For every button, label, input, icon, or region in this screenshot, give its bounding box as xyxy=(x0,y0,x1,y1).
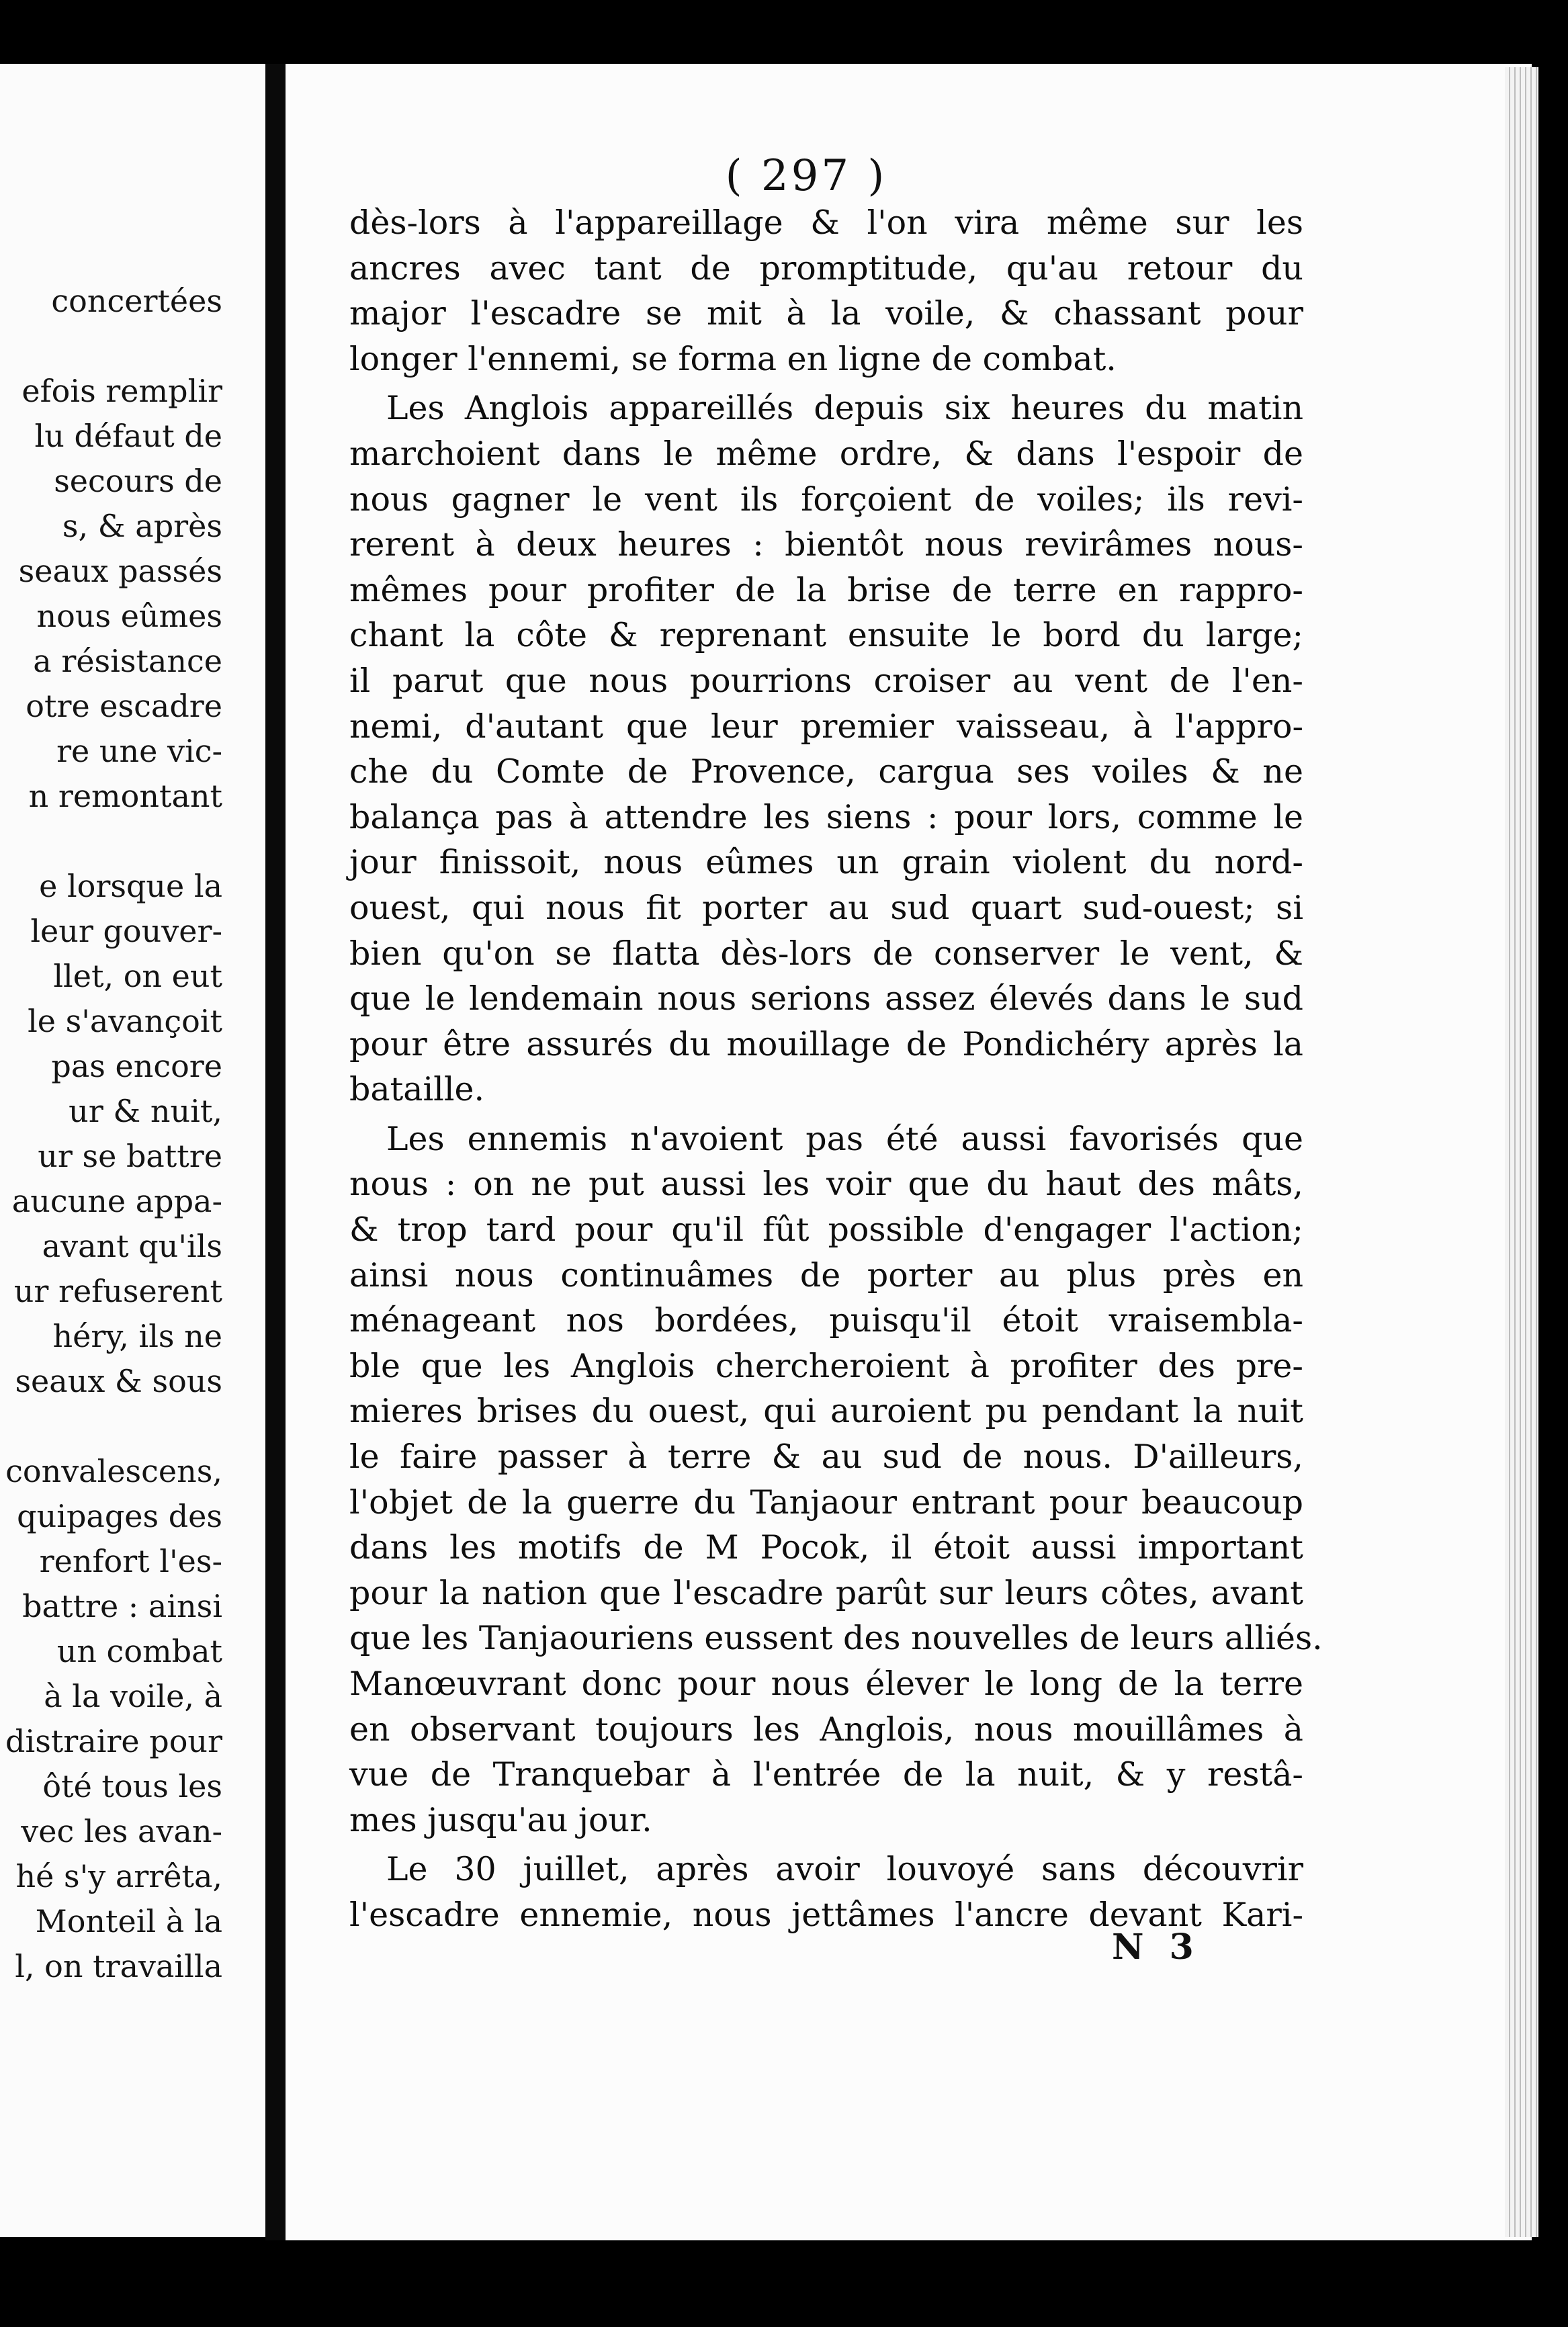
text-line: rerent à deux heures : bientôt nous revirâmes nous- xyxy=(349,525,1303,564)
text-line: jour finissoit, nous eûmes un grain violent du nord- xyxy=(349,843,1303,882)
text-line: longer l'ennemi, se forma en ligne de combat. xyxy=(349,339,1117,378)
text-line: l'escadre ennemie, nous jettâmes l'ancre devant Kari- xyxy=(349,1895,1303,1934)
text-line: pour la nation que l'escadre parût sur leurs côtes, avant xyxy=(349,1573,1303,1612)
text-line: nemi, d'autant que leur premier vaisseau, à l'appro- xyxy=(349,707,1303,746)
previous-page-text xyxy=(0,279,265,1989)
previous-page-line: aucune appa- xyxy=(11,1183,222,1219)
previous-page-line: leur gouver- xyxy=(30,913,222,949)
text-line: ancres avec tant de promptitude, qu'au retour du xyxy=(349,249,1303,288)
text-line: ble que les Anglois chercheroient à profiter des pre- xyxy=(349,1346,1303,1385)
text-line: bataille. xyxy=(349,1070,485,1109)
previous-page-line: efois remplir xyxy=(21,373,222,409)
text-line: que les Tanjaouriens eussent des nouvelles de leurs alliés. xyxy=(349,1619,1323,1658)
page-number: ( 297 ) xyxy=(725,151,887,201)
text-line: & trop tard pour qu'il fût possible d'engager l'action; xyxy=(349,1211,1303,1249)
text-line: Les Anglois appareillés depuis six heures du matin xyxy=(386,389,1303,428)
page-body-text xyxy=(349,200,1323,1938)
text-line: pour être assurés du mouillage de Pondichéry après la xyxy=(349,1024,1303,1063)
previous-page-line: re une vic- xyxy=(56,733,222,769)
text-line: ménageant nos bordées, puisqu'il étoit vraisembla- xyxy=(349,1301,1303,1340)
previous-page-line: hé s'y arrêta, xyxy=(15,1858,222,1894)
previous-page-line: à la voile, à xyxy=(44,1678,222,1714)
previous-page xyxy=(0,64,265,2237)
page-edges xyxy=(1505,67,1538,2237)
text-line: dès-lors à l'appareillage & l'on vira même sur les xyxy=(349,204,1303,242)
previous-page-line: distraire pour xyxy=(5,1723,222,1759)
previous-page-line xyxy=(0,324,265,369)
text-line: nous gagner le vent ils forçoient de voiles; ils revi- xyxy=(349,480,1303,519)
previous-page-line: seaux & sous xyxy=(15,1363,222,1399)
text-line: major l'escadre se mit à la voile, & chassant pour xyxy=(349,294,1303,333)
signature-mark: N 3 xyxy=(1112,1927,1201,1968)
text-line: Le 30 juillet, après avoir louvoyé sans découvrir xyxy=(386,1850,1303,1889)
text-line: Manœuvrant donc pour nous élever le long de la terre xyxy=(349,1665,1303,1703)
previous-page-line: pas encore xyxy=(51,1048,222,1084)
previous-page-line: concertées xyxy=(51,283,222,319)
previous-page-line: ur refuserent xyxy=(13,1273,222,1309)
text-line: que le lendemain nous serions assez élevés dans le sud xyxy=(349,979,1303,1018)
text-line: en observant toujours les Anglois, nous mouillâmes à xyxy=(349,1710,1303,1749)
previous-page-line: otre escadre xyxy=(26,688,222,724)
previous-page-line: avant qu'ils xyxy=(42,1228,222,1264)
text-line: bien qu'on se flatta dès-lors de conserver le vent, & xyxy=(349,934,1303,973)
text-line: ouest, qui nous fit porter au sud quart sud-ouest; si xyxy=(349,888,1303,927)
previous-page-line: battre : ainsi xyxy=(22,1588,222,1624)
text-line: balança pas à attendre les siens : pour lors, comme le xyxy=(349,797,1303,836)
previous-page-line: quipages des xyxy=(17,1498,222,1534)
text-line: marchoient dans le même ordre, & dans l'espoir de xyxy=(349,434,1303,473)
previous-page-line: n remontant xyxy=(28,778,222,814)
previous-page-line: secours de xyxy=(54,463,222,499)
previous-page-line: ur & nuit, xyxy=(69,1093,222,1129)
previous-page-line: lu défaut de xyxy=(34,418,222,454)
text-line: Les ennemis n'avoient pas été aussi favorisés que xyxy=(386,1119,1303,1158)
text-line: vue de Tranquebar à l'entrée de la nuit, & y restâ- xyxy=(349,1755,1303,1794)
book-gutter xyxy=(265,64,286,2240)
text-line: mes jusqu'au jour. xyxy=(349,1800,652,1839)
text-line: nous : on ne put aussi les voir que du haut des mâts, xyxy=(349,1165,1303,1204)
text-line: mêmes pour profiter de la brise de terre en rappro- xyxy=(349,570,1303,609)
previous-page-line: e lorsque la xyxy=(39,868,222,904)
previous-page-line: seaux passés xyxy=(18,553,222,589)
text-line: mieres brises du ouest, qui auroient pu pendant la nuit xyxy=(349,1392,1303,1431)
previous-page-line: vec les avan- xyxy=(21,1813,222,1849)
previous-page-line: ur se battre xyxy=(38,1138,222,1174)
previous-page-line: nous eûmes xyxy=(36,598,222,634)
previous-page-line: convalescens, xyxy=(5,1453,222,1489)
previous-page-line: a résistance xyxy=(33,643,222,679)
previous-page-line xyxy=(0,819,265,864)
text-line: le faire passer à terre & au sud de nous. D'ailleurs, xyxy=(349,1438,1303,1477)
text-line: dans les motifs de M Pocok, il étoit aussi important xyxy=(349,1528,1303,1567)
previous-page-line: s, & après xyxy=(62,508,222,544)
previous-page-line: llet, on eut xyxy=(53,958,222,994)
text-line: il parut que nous pourrions croiser au vent de l'en- xyxy=(349,661,1303,700)
previous-page-line: héry, ils ne xyxy=(52,1318,222,1354)
previous-page-line: un combat xyxy=(56,1633,222,1669)
text-line: l'objet de la guerre du Tanjaour entrant pour beaucoup xyxy=(349,1483,1303,1522)
text-line: che du Comte de Provence, cargua ses voiles & ne xyxy=(349,752,1303,791)
text-line: ainsi nous continuâmes de porter au plus près en xyxy=(349,1256,1303,1294)
text-line: chant la côte & reprenant ensuite le bord du large; xyxy=(349,616,1303,655)
previous-page-line: le s'avançoit xyxy=(28,1003,222,1039)
previous-page-line: l, on travailla xyxy=(15,1948,222,1984)
previous-page-line: renfort l'es- xyxy=(39,1543,222,1579)
previous-page-line: ôté tous les xyxy=(42,1768,222,1804)
previous-page-line xyxy=(0,1404,265,1449)
previous-page-line: Monteil à la xyxy=(35,1903,222,1939)
